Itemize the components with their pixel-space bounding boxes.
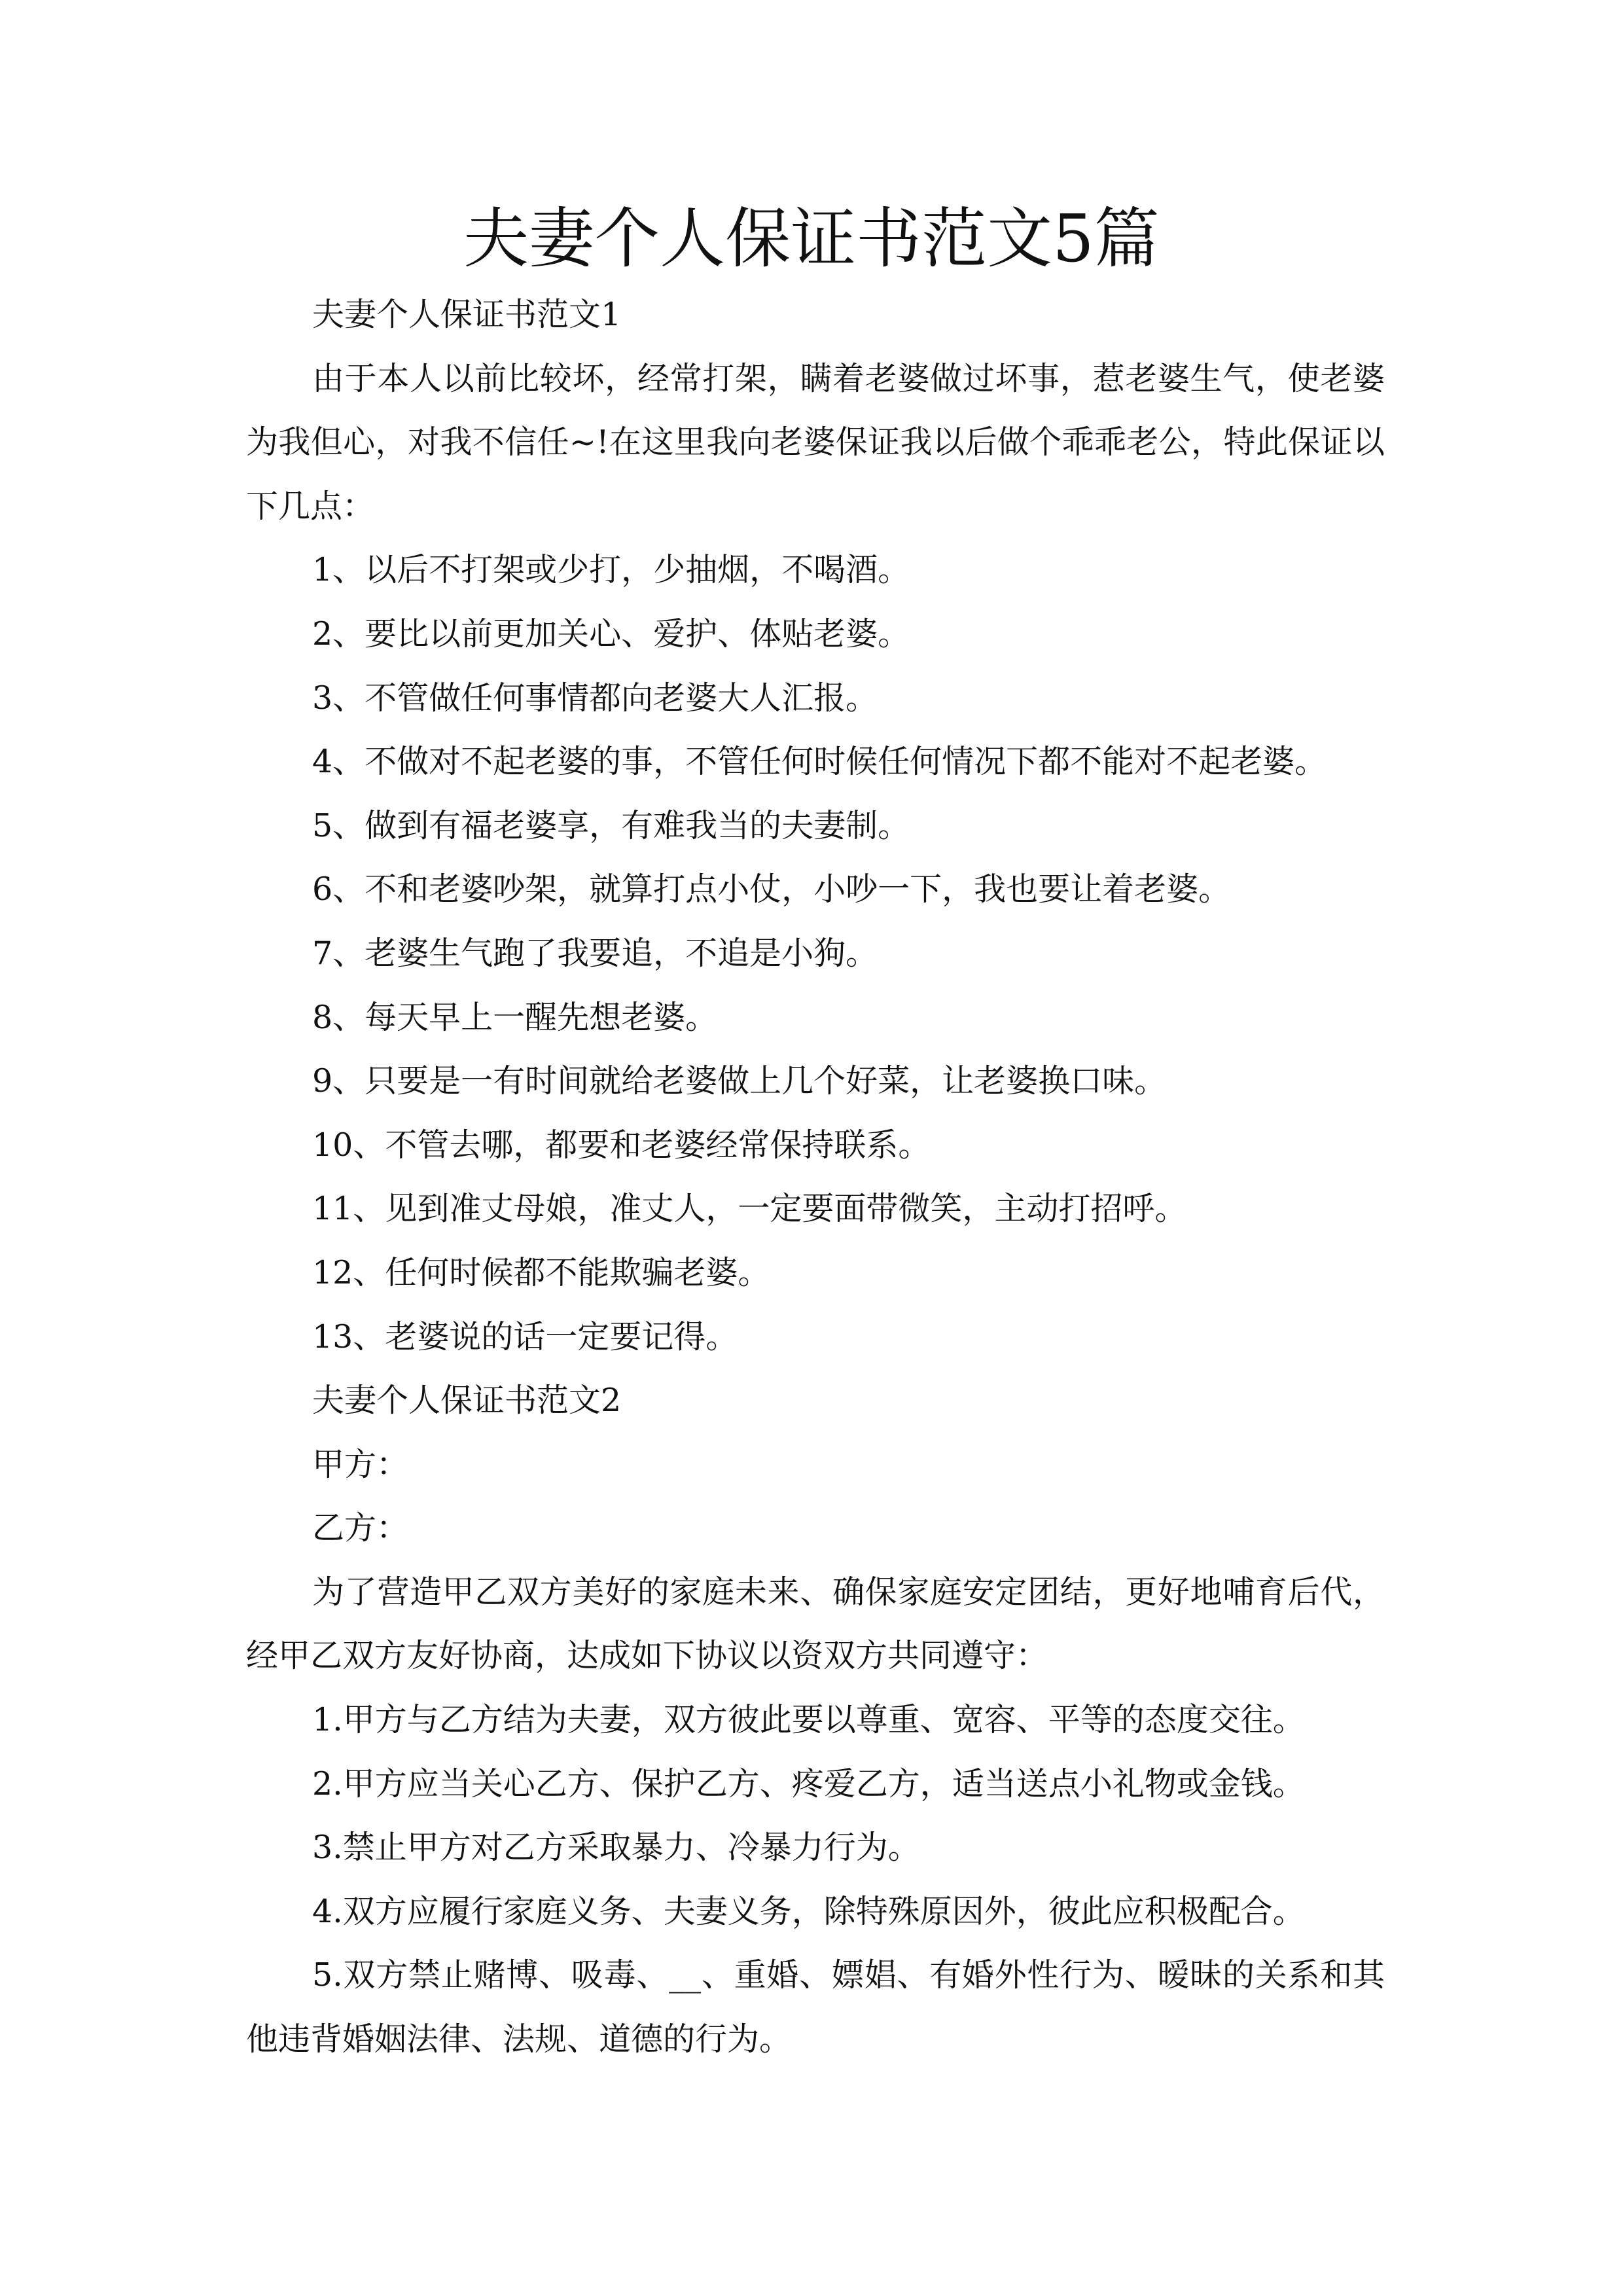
document-title: 夫妻个人保证书范文5篇	[463, 200, 1160, 277]
text-line: 夫妻个人保证书范文1	[312, 296, 622, 333]
text-line: 经甲乙双方友好协商，达成如下协议以资双方共同遵守：	[246, 1637, 1048, 1675]
text-line: 4.双方应履行家庭义务、夫妻义务，除特殊原因外，彼此应积极配合。	[312, 1892, 1305, 1930]
text-line: 11、见到准丈母娘，准丈人，一定要面带微笑，主动打招呼。	[312, 1190, 1187, 1228]
text-line: 7、老婆生气跑了我要追，不追是小狗。	[312, 934, 878, 972]
text-line: 5、做到有福老婆享，有难我当的夫妻制。	[312, 806, 910, 844]
text-line: 夫妻个人保证书范文2	[312, 1382, 622, 1420]
text-line: 3、不管做任何事情都向老婆大人汇报。	[312, 679, 878, 717]
text-line: 甲方：	[312, 1445, 409, 1483]
text-line: 下几点：	[246, 487, 375, 525]
document-body	[246, 283, 1385, 2072]
text-line: 1.甲方与乙方结为夫妻，双方彼此要以尊重、宽容、平等的态度交往。	[312, 1701, 1305, 1739]
text-line: 13、老婆说的话一定要记得。	[312, 1318, 738, 1355]
text-line: 6、不和老婆吵架，就算打点小仗，小吵一下，我也要让着老婆。	[312, 870, 1231, 908]
text-line: 5.双方禁止赌博、吸毒、__、重婚、嫖娼、有婚外性行为、暧昧的关系和其	[312, 1956, 1385, 1994]
text-line: 乙方：	[312, 1509, 409, 1547]
text-line: 3.禁止甲方对乙方采取暴力、冷暴力行为。	[312, 1829, 920, 1867]
text-line: 他违背婚姻法律、法规、道德的行为。	[246, 2020, 792, 2058]
text-line: 4、不做对不起老婆的事，不管任何时候任何情况下都不能对不起老婆。	[312, 743, 1327, 781]
text-line: 12、任何时候都不能欺骗老婆。	[312, 1253, 770, 1291]
text-line: 为了营造甲乙双方美好的家庭未来、确保家庭安定团结，更好地哺育后代，	[312, 1573, 1385, 1611]
text-line: 8、每天早上一醒先想老婆。	[312, 998, 718, 1036]
text-line: 10、不管去哪，都要和老婆经常保持联系。	[312, 1126, 931, 1164]
text-line: 为我但心，对我不信任~!在这里我向老婆保证我以后做个乖乖老公，特此保证以	[246, 423, 1385, 461]
text-line: 2.甲方应当关心乙方、保护乙方、疼爱乙方，适当送点小礼物或金钱。	[312, 1765, 1305, 1803]
text-line: 2、要比以前更加关心、爱护、体贴老婆。	[312, 615, 910, 653]
text-line: 1、以后不打架或少打，少抽烟，不喝酒。	[312, 551, 910, 589]
text-line: 由于本人以前比较坏，经常打架，瞒着老婆做过坏事，惹老婆生气，使老婆	[312, 359, 1385, 397]
text-line: 9、只要是一有时间就给老婆做上几个好菜，让老婆换口味。	[312, 1062, 1167, 1100]
